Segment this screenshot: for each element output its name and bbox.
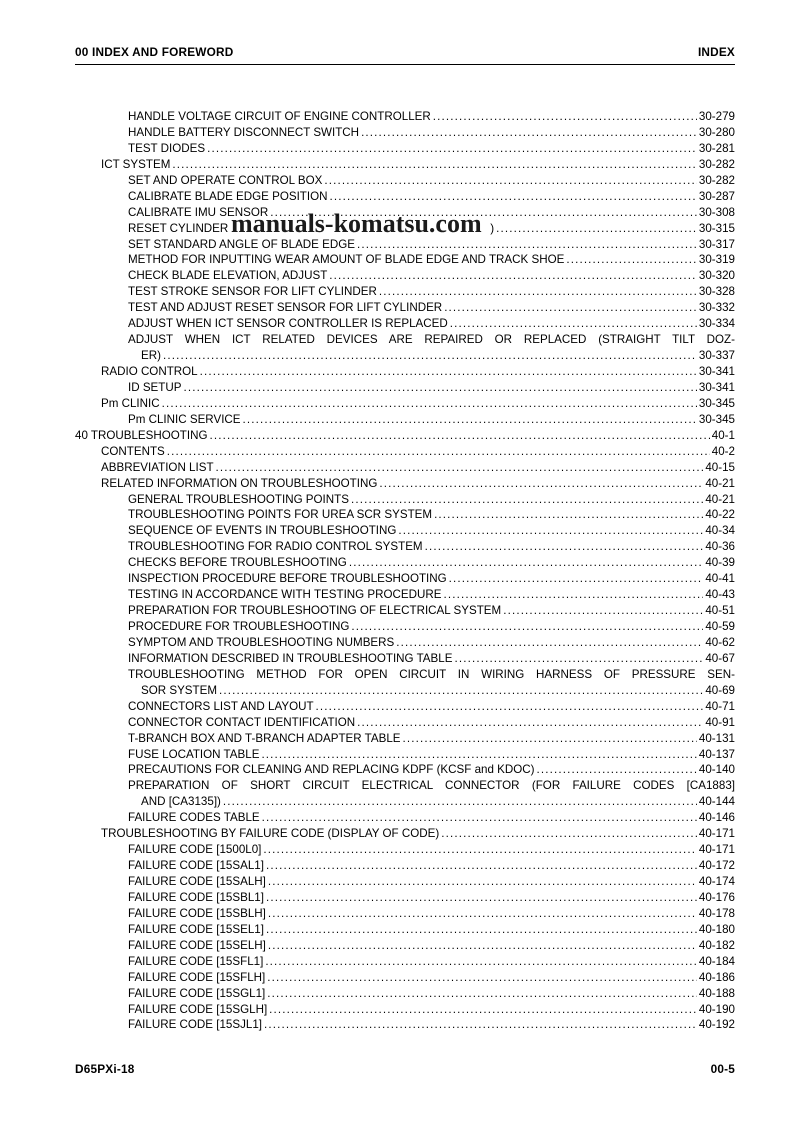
toc-entry xyxy=(75,954,735,970)
dot-leader xyxy=(223,794,697,810)
dot-leader xyxy=(403,731,697,747)
dot-leader xyxy=(216,460,704,476)
dot-leader xyxy=(330,189,697,205)
toc-page-number: 30-341 xyxy=(698,380,735,394)
toc-page-number: 40-171 xyxy=(698,843,735,857)
toc-page-number: 40-192 xyxy=(698,1018,735,1032)
toc-entry-title: ICT SYSTEM xyxy=(101,157,171,171)
toc-entry-tail: ) xyxy=(490,221,495,235)
toc-entry-title: T-BRANCH BOX AND T-BRANCH ADAPTER TABLE xyxy=(128,731,401,745)
toc-page-number: 40-174 xyxy=(698,875,735,888)
dot-leader xyxy=(268,906,697,922)
toc-entry-title: TROUBLESHOOTING BY FAILURE CODE (DISPLAY OF CODE) xyxy=(101,827,440,841)
toc-entry-title: FAILURE CODE [15SAL1] xyxy=(128,859,264,873)
toc-page-number: 40-15 xyxy=(705,460,735,474)
toc-page-number: 40-41 xyxy=(705,572,735,586)
toc-page-number: 30-341 xyxy=(698,365,735,378)
toc-entry xyxy=(75,300,735,316)
footer-page-number: 00-5 xyxy=(710,1062,735,1076)
dot-leader xyxy=(454,651,703,667)
page-footer xyxy=(75,1062,735,1076)
toc-page-number: 30-345 xyxy=(698,396,735,410)
dot-leader xyxy=(398,523,703,539)
dot-leader xyxy=(434,507,703,523)
toc-entry-wrapped-first-line: ADJUST WHEN ICT RELATED DEVICES ARE REPAIRED OR REPLACED (STRAIGHT TILT DOZ- xyxy=(128,333,735,347)
dot-leader xyxy=(316,699,704,715)
dot-leader xyxy=(351,492,703,508)
toc-page-number: 40-59 xyxy=(705,620,735,633)
toc-entry-title: FAILURE CODE [15SALH] xyxy=(128,875,266,888)
toc-page-number: 30-332 xyxy=(698,301,735,315)
toc-page-number: 30-334 xyxy=(698,317,735,331)
toc-entry xyxy=(75,762,735,778)
toc-entry-title: FAILURE CODE [15SJL1] xyxy=(128,1018,263,1032)
toc-entry-title: RELATED INFORMATION ON TROUBLESHOOTING xyxy=(101,476,378,490)
toc-page-number: 40-43 xyxy=(705,588,735,602)
toc-entry-title: SET AND OPERATE CONTROL BOX xyxy=(128,173,323,187)
toc-entry-title: FUSE LOCATION TABLE xyxy=(128,747,260,761)
toc-entry-title: HANDLE VOLTAGE CIRCUIT OF ENGINE CONTROLLER xyxy=(128,110,431,123)
toc-entry xyxy=(75,316,735,332)
toc-entry-title: TROUBLESHOOTING POINTS FOR UREA SCR SYSTEM xyxy=(128,508,433,522)
toc-entry xyxy=(75,444,735,460)
toc-page-number: 40-51 xyxy=(705,604,735,618)
toc-entry xyxy=(75,1002,735,1018)
toc-entry xyxy=(75,252,735,268)
toc-page-number: 30-308 xyxy=(698,205,735,219)
toc-page-number: 30-315 xyxy=(698,221,735,235)
toc-entry-title: FAILURE CODE [15SGLH] xyxy=(128,1002,268,1016)
toc-entry xyxy=(75,986,735,1002)
toc-entry xyxy=(75,651,735,667)
toc-entry-wrapped-first-line: PREPARATION OF SHORT CIRCUIT ELECTRICAL CONNECTOR (FOR FAILURE CODES [CA1883] xyxy=(128,779,735,793)
toc-entry xyxy=(75,396,735,412)
toc-entry xyxy=(75,699,735,715)
toc-entry-title: CONTENTS xyxy=(101,444,165,458)
toc-entry-title: CHECK BLADE ELEVATION, ADJUST xyxy=(128,269,328,283)
dot-leader xyxy=(262,810,697,826)
toc-entry-title: CONNECTOR CONTACT IDENTIFICATION xyxy=(128,715,356,729)
toc-entry xyxy=(75,683,735,699)
toc-entry xyxy=(75,922,735,938)
toc-entry-title: FAILURE CODE [15SEL1] xyxy=(128,922,264,936)
page-header xyxy=(75,45,735,59)
toc-page-number: 40-186 xyxy=(698,970,735,984)
toc-entry-title: Pm CLINIC SERVICE xyxy=(128,412,241,426)
toc-entry-title: 40 TROUBLESHOOTING xyxy=(75,428,208,442)
toc-page-number: 40-91 xyxy=(705,715,735,729)
dot-leader xyxy=(172,157,697,173)
toc-page-number: 40-34 xyxy=(705,524,735,538)
dot-leader xyxy=(266,858,697,874)
dot-leader xyxy=(361,125,697,141)
toc-page-number: 40-71 xyxy=(705,699,735,713)
toc-entry-title: FAILURE CODE [15SBLH] xyxy=(128,906,266,920)
toc-entry-title: FAILURE CODE [15SELH] xyxy=(128,938,266,952)
dot-leader xyxy=(261,747,696,763)
toc-page-number: 30-287 xyxy=(698,189,735,203)
toc-page-number: 40-67 xyxy=(705,651,735,665)
toc-entry xyxy=(75,364,735,380)
toc-page-number: 40-21 xyxy=(705,492,735,506)
dot-leader xyxy=(379,284,697,300)
dot-leader xyxy=(268,874,697,890)
header-divider-line xyxy=(75,64,735,65)
toc-page-number: 30-281 xyxy=(698,141,735,155)
dot-leader xyxy=(351,619,703,635)
toc-entry xyxy=(75,284,735,300)
toc-page-number: 30-282 xyxy=(698,173,735,187)
toc-entry-title: CONNECTORS LIST AND LAYOUT xyxy=(128,699,314,713)
toc-entry xyxy=(75,603,735,619)
toc-entry xyxy=(75,268,735,284)
toc-entry xyxy=(75,810,735,826)
dot-leader xyxy=(243,412,697,428)
toc-entry-title: RADIO CONTROL xyxy=(101,365,198,378)
toc-page-number: 40-62 xyxy=(705,635,735,649)
dot-leader xyxy=(329,268,697,284)
toc-entry-title: TEST AND ADJUST RESET SENSOR FOR LIFT CYLINDER xyxy=(128,301,443,315)
toc-entry xyxy=(75,858,735,874)
toc-entry-title: FAILURE CODE [1500L0] xyxy=(128,843,262,857)
dot-leader xyxy=(207,141,697,157)
dot-leader xyxy=(267,970,697,986)
toc-page-number: 40-182 xyxy=(698,938,735,952)
toc-entry xyxy=(75,412,735,428)
toc-entry-continuation: SOR SYSTEM xyxy=(141,683,218,697)
dot-leader xyxy=(425,539,704,555)
toc-entry xyxy=(75,826,735,842)
dot-leader xyxy=(183,380,696,396)
toc-page-number: 30-317 xyxy=(698,237,735,251)
toc-entry xyxy=(75,523,735,539)
toc-entry-title: INFORMATION DESCRIBED IN TROUBLESHOOTING TABLE xyxy=(128,651,453,665)
dot-leader xyxy=(444,300,697,316)
toc-entry xyxy=(75,460,735,476)
toc-entry-title: FAILURE CODE [15SBL1] xyxy=(128,890,264,904)
toc-entry xyxy=(75,970,735,986)
toc-entry-title: TROUBLESHOOTING FOR RADIO CONTROL SYSTEM xyxy=(128,540,423,554)
toc-page-number: 40-190 xyxy=(698,1002,735,1016)
toc-entry-continuation: AND [CA3135]) xyxy=(141,795,221,809)
dot-leader xyxy=(265,954,697,970)
toc-entry-title: METHOD FOR INPUTTING WEAR AMOUNT OF BLADE EDGE AND TRACK SHOE xyxy=(128,253,565,267)
toc-entry xyxy=(75,890,735,906)
dot-leader xyxy=(566,252,697,268)
toc-entry-title: ADJUST WHEN ICT SENSOR CONTROLLER IS REPLACED xyxy=(128,317,448,331)
toc-entry xyxy=(75,507,735,523)
toc-page-number: 40-1 xyxy=(711,428,735,442)
toc-page-number: 30-345 xyxy=(698,412,735,426)
toc-entry xyxy=(75,731,735,747)
toc-page-number: 40-184 xyxy=(698,954,735,968)
dot-leader xyxy=(210,428,710,444)
dot-leader xyxy=(162,396,697,412)
dot-leader xyxy=(264,1017,697,1033)
dot-leader xyxy=(266,922,697,938)
toc-page-number: 40-69 xyxy=(705,683,735,697)
toc-entry-title: GENERAL TROUBLESHOOTING POINTS xyxy=(128,492,349,506)
toc-page-number: 40-36 xyxy=(705,540,735,554)
dot-leader xyxy=(396,635,703,651)
toc-entry xyxy=(75,874,735,890)
toc-page-number: 40-188 xyxy=(698,986,735,1000)
dot-leader xyxy=(443,587,703,603)
toc-page-number: 30-320 xyxy=(698,269,735,283)
dot-leader xyxy=(503,603,703,619)
toc-entry-title: TEST STROKE SENSOR FOR LIFT CYLINDER xyxy=(128,285,377,299)
toc-page-number: 40-180 xyxy=(698,922,735,936)
toc-page-number: 40-39 xyxy=(705,556,735,570)
toc-page-number: 40-137 xyxy=(698,747,735,761)
toc-page-number: 40-171 xyxy=(698,827,735,841)
toc-page-number: 40-140 xyxy=(698,763,735,777)
toc-entry xyxy=(75,428,735,444)
dot-leader xyxy=(163,348,697,364)
toc-page-number: 40-178 xyxy=(698,906,735,920)
toc-entry-wrapped-first-line: TROUBLESHOOTING METHOD FOR OPEN CIRCUIT IN WIRING HARNESS OF PRESSURE SEN- xyxy=(128,667,735,681)
toc-entry xyxy=(75,109,735,125)
toc-page-number: 30-282 xyxy=(698,157,735,171)
dot-leader xyxy=(219,683,703,699)
toc-entry-title: CALIBRATE IMU SENSOR xyxy=(128,205,269,219)
toc-entry-title: SEQUENCE OF EVENTS IN TROUBLESHOOTING xyxy=(128,524,397,538)
toc-entry-title: FAILURE CODES TABLE xyxy=(128,811,260,825)
dot-leader xyxy=(449,571,704,587)
toc-page-number: 40-22 xyxy=(705,508,735,522)
header-index-label: INDEX xyxy=(697,45,735,59)
toc-entry-title: ABBREVIATION LIST xyxy=(101,460,214,474)
dot-leader xyxy=(450,316,697,332)
toc-entry-title: ID SETUP xyxy=(128,380,182,394)
toc-page-number: 40-146 xyxy=(698,811,735,825)
toc-page-number: 30-279 xyxy=(698,110,735,123)
watermark: manuals-komatsu.com xyxy=(231,209,482,238)
toc-entry xyxy=(75,747,735,763)
toc-page-number: 40-2 xyxy=(711,444,735,458)
toc-entry-title: TESTING IN ACCORDANCE WITH TESTING PROCEDURE xyxy=(128,588,442,602)
dot-leader xyxy=(349,555,704,571)
toc-entry-title: TEST DIODES xyxy=(128,141,206,155)
toc-entry xyxy=(75,906,735,922)
dot-leader xyxy=(269,1002,697,1018)
toc-entry-title: HANDLE BATTERY DISCONNECT SWITCH xyxy=(128,125,360,139)
toc-entry xyxy=(75,476,735,492)
toc-entry xyxy=(75,348,735,364)
toc-entry xyxy=(75,189,735,205)
toc-entry-title: RESET CYLINDER xyxy=(128,221,229,235)
dot-leader xyxy=(496,221,697,237)
toc-entry xyxy=(75,938,735,954)
toc-entry xyxy=(75,715,735,731)
toc-entry-title: PROCEDURE FOR TROUBLESHOOTING xyxy=(128,620,350,633)
toc-entry-title: FAILURE CODE [15SFL1] xyxy=(128,954,264,968)
dot-leader xyxy=(433,109,697,125)
toc-page-number: 30-280 xyxy=(698,125,735,139)
toc-entry xyxy=(75,635,735,651)
toc-entry-title: CALIBRATE BLADE EDGE POSITION xyxy=(128,189,328,203)
toc-entry xyxy=(75,125,735,141)
dot-leader xyxy=(263,842,697,858)
toc-entry xyxy=(75,555,735,571)
toc-entry-title: PREPARATION FOR TROUBLESHOOTING OF ELECTRICAL SYSTEM xyxy=(128,604,502,618)
dot-leader xyxy=(379,476,703,492)
dot-leader xyxy=(267,986,697,1002)
dot-leader xyxy=(357,715,703,731)
toc-entry xyxy=(75,794,735,810)
toc-page-number: 30-337 xyxy=(698,349,735,363)
toc-entry-title: FAILURE CODE [15SFLH] xyxy=(128,970,266,984)
toc-entry xyxy=(75,587,735,603)
toc-page-number: 30-319 xyxy=(698,253,735,267)
toc-entry xyxy=(75,492,735,508)
dot-leader xyxy=(268,938,697,954)
dot-leader xyxy=(200,364,697,380)
toc-entry-title: SYMPTOM AND TROUBLESHOOTING NUMBERS xyxy=(128,635,395,649)
toc-entry xyxy=(75,141,735,157)
toc-page-number: 40-144 xyxy=(698,795,735,809)
table-of-contents xyxy=(75,109,735,1033)
dot-leader xyxy=(537,762,697,778)
toc-entry xyxy=(75,539,735,555)
toc-entry-title: SET STANDARD ANGLE OF BLADE EDGE xyxy=(128,237,355,251)
toc-entry xyxy=(75,842,735,858)
toc-entry xyxy=(75,571,735,587)
toc-entry xyxy=(75,157,735,173)
toc-entry-title: INSPECTION PROCEDURE BEFORE TROUBLESHOOTING xyxy=(128,572,447,586)
toc-page-number: 40-21 xyxy=(705,476,735,490)
header-section-title: 00 INDEX AND FOREWORD xyxy=(75,45,234,59)
toc-entry xyxy=(75,1017,735,1033)
dot-leader xyxy=(266,890,697,906)
toc-page-number: 40-131 xyxy=(698,731,735,745)
dot-leader xyxy=(441,826,697,842)
toc-entry-title: PRECAUTIONS FOR CLEANING AND REPLACING KDPF (KCSF and KDOC) xyxy=(128,763,535,777)
dot-leader xyxy=(324,173,697,189)
toc-entry xyxy=(75,619,735,635)
footer-model-number: D65PXi-18 xyxy=(75,1062,135,1076)
toc-entry-continuation: ER) xyxy=(141,349,161,363)
toc-page-number: 30-328 xyxy=(698,285,735,299)
toc-entry xyxy=(75,380,735,396)
toc-entry-title: CHECKS BEFORE TROUBLESHOOTING xyxy=(128,556,347,570)
dot-leader xyxy=(167,444,710,460)
toc-entry xyxy=(75,173,735,189)
toc-entry-title: FAILURE CODE [15SGL1] xyxy=(128,986,266,1000)
toc-entry-title: Pm CLINIC xyxy=(101,396,160,410)
toc-page-number: 40-176 xyxy=(698,890,735,904)
toc-page-number: 40-172 xyxy=(698,859,735,873)
